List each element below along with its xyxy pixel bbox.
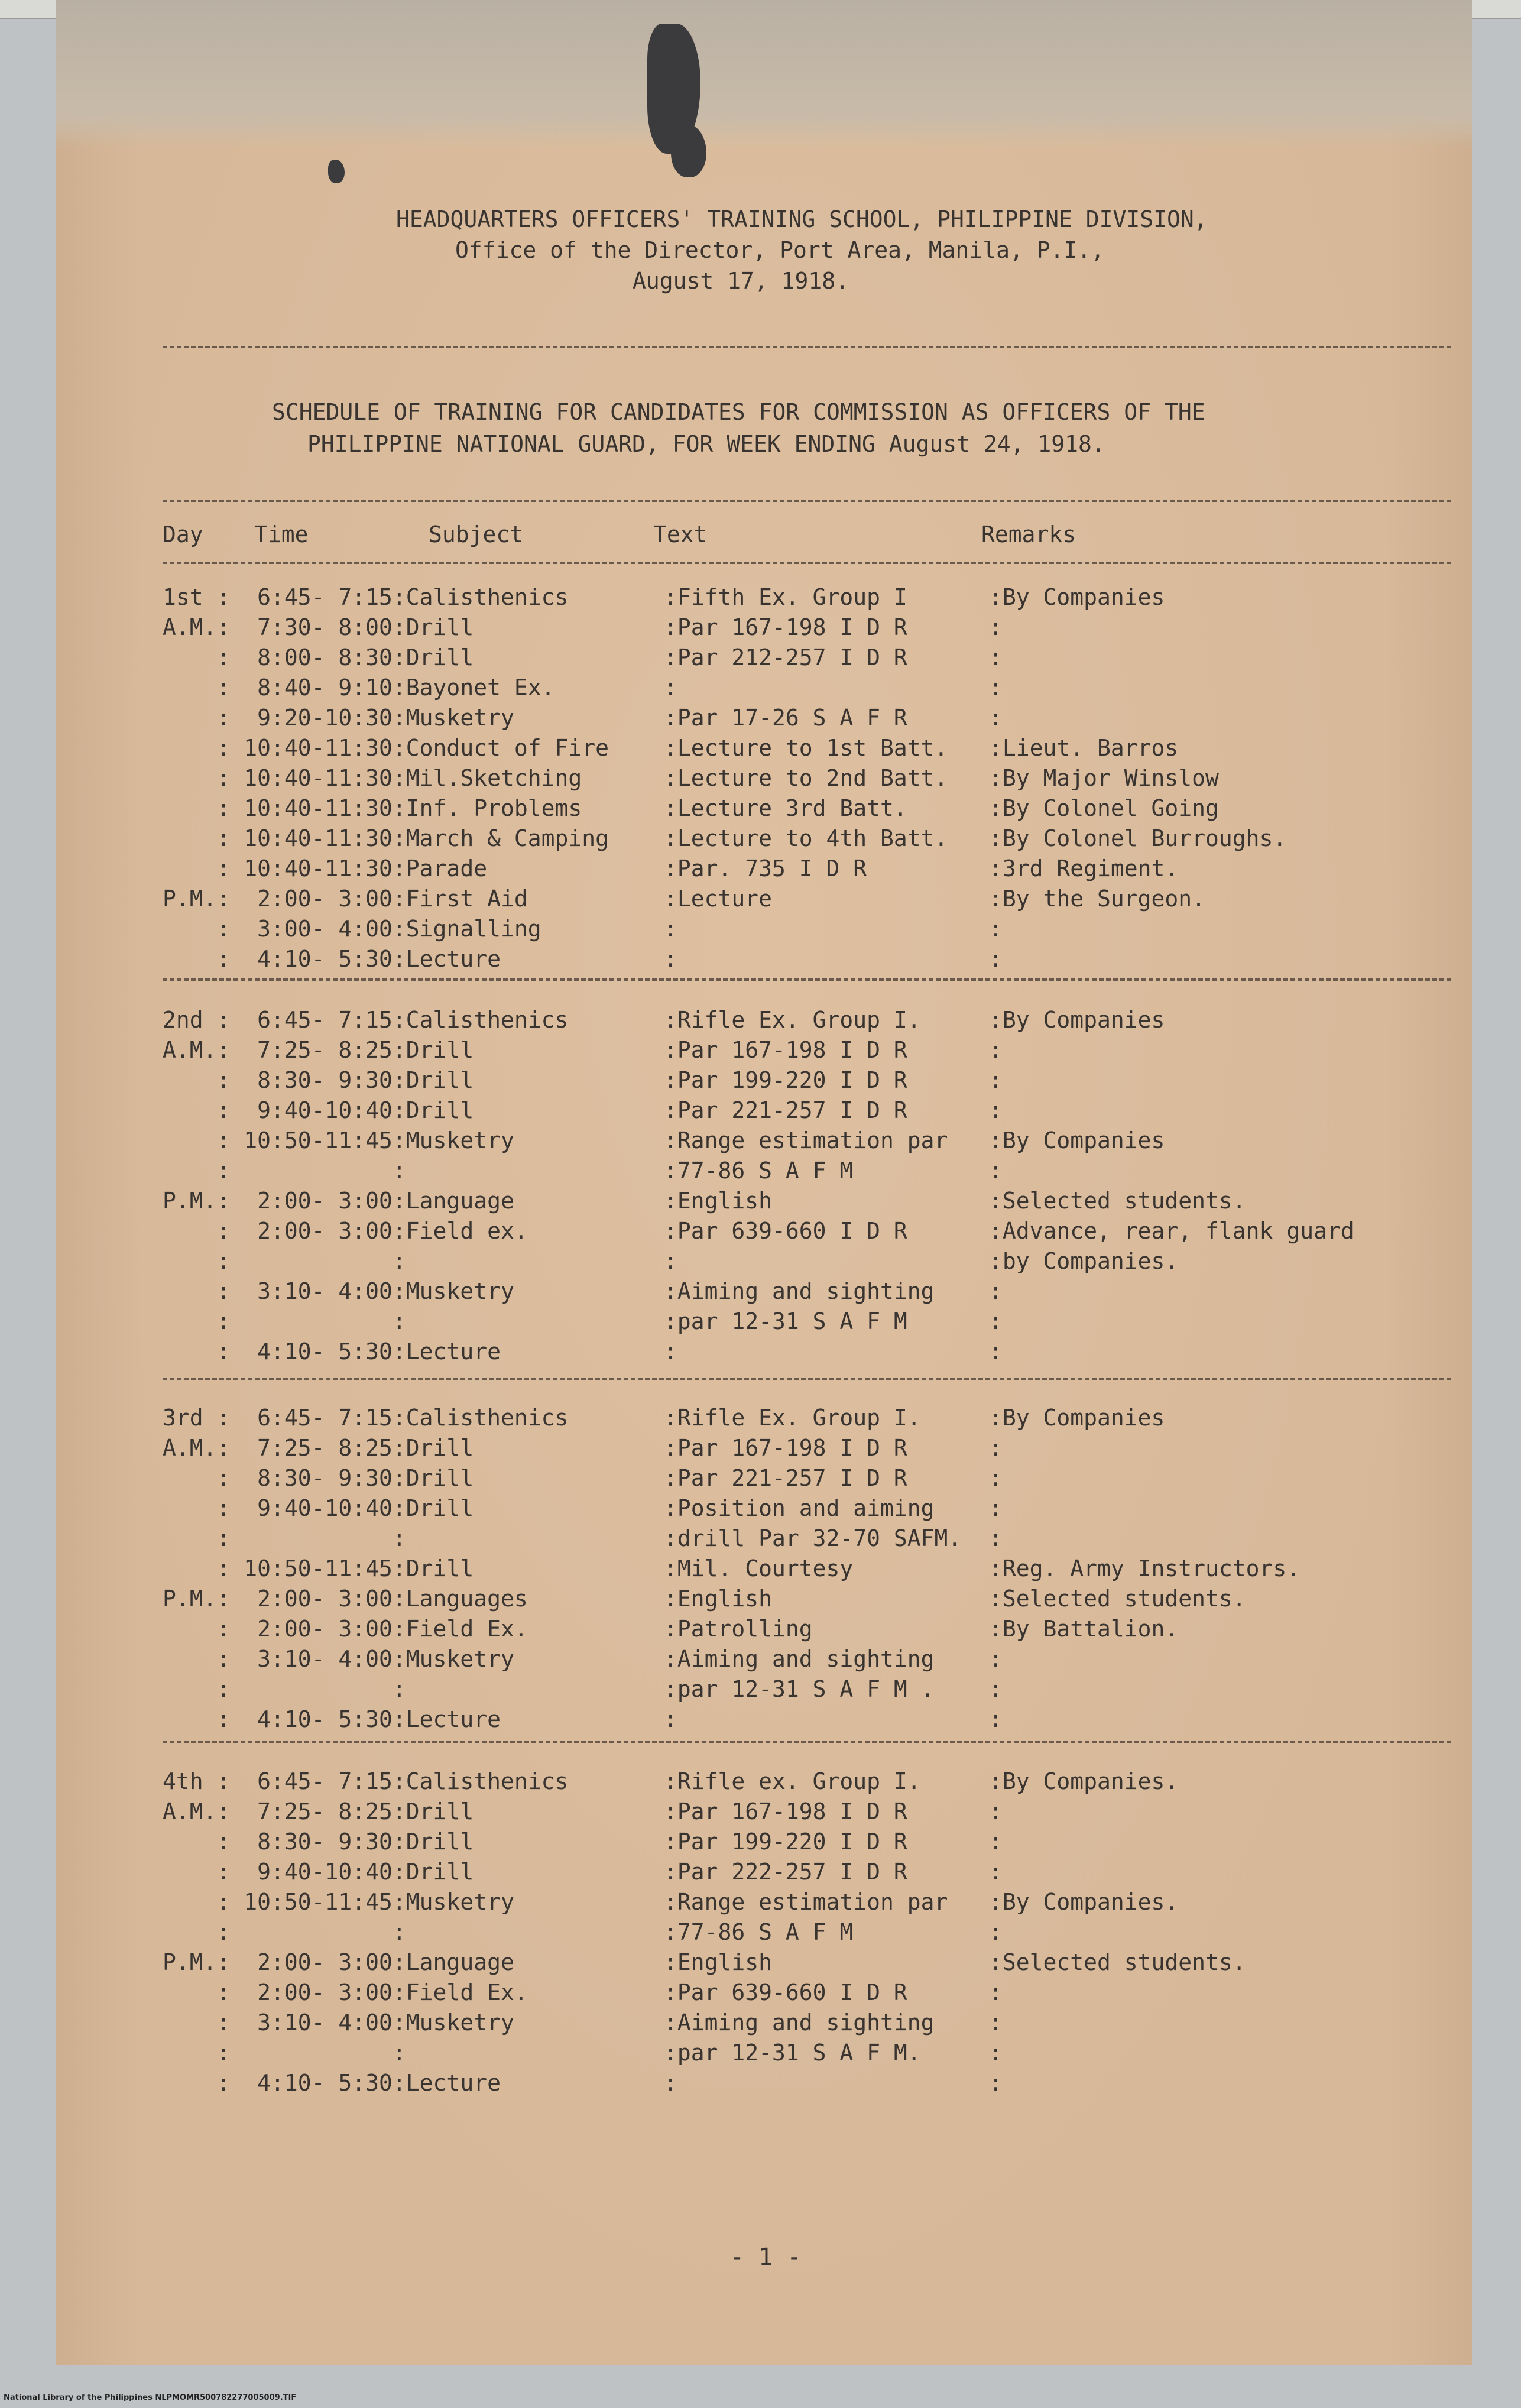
document-header xyxy=(334,204,1398,296)
schedule-row-text: :Lecture xyxy=(664,886,773,912)
column-header-text: Text xyxy=(653,521,708,547)
document-title xyxy=(272,396,1395,460)
schedule-row-remarks: :By Companies xyxy=(989,584,1165,610)
schedule-row-remarks: : xyxy=(989,2010,1003,2036)
schedule-row-day-time-subject: : 4:10- 5:30:Lecture xyxy=(163,1339,609,1365)
schedule-row-remarks: : xyxy=(989,1676,1003,1702)
schedule-row-text: :drill Par 32-70 SAFM. xyxy=(664,1525,962,1551)
schedule-row-remarks: :By Companies xyxy=(989,1127,1165,1153)
column-header-subject: Subject xyxy=(429,521,524,547)
schedule-row-remarks: : xyxy=(989,1859,1003,1885)
schedule-row-text: :Par 221-257 I D R xyxy=(664,1465,907,1491)
day-divider xyxy=(163,978,1451,981)
schedule-row-day-time-subject: : : xyxy=(163,1525,609,1551)
schedule-row-text: :Par 212-257 I D R xyxy=(664,644,907,670)
schedule-row-text: : xyxy=(664,675,677,701)
schedule-row-day-time-subject: P.M.: 2:00- 3:00:First Aid xyxy=(163,886,609,912)
schedule-row-day-time-subject: : 10:50-11:45:Musketry xyxy=(163,1889,609,1915)
schedule-row-day-time-subject: P.M.: 2:00- 3:00:Language xyxy=(163,1949,609,1975)
schedule-row-text: :77-86 S A F M xyxy=(664,1158,854,1184)
schedule-row-text: :par 12-31 S A F M . xyxy=(664,1676,935,1702)
schedule-row-remarks: :Reg. Army Instructors. xyxy=(989,1555,1301,1581)
schedule-row-text: :Lecture to 2nd Batt. xyxy=(664,765,948,791)
archive-footer: National Library of the Philippines NLPMOMR500782277005009.TIF xyxy=(4,2393,297,2402)
schedule-row-remarks: : xyxy=(989,1435,1003,1461)
title-line-2: PHILIPPINE NATIONAL GUARD, FOR WEEK ENDING August 24, 1918. xyxy=(307,431,1105,457)
schedule-row-day-time-subject: : 10:40-11:30:Conduct of Fire xyxy=(163,735,609,761)
schedule-row-text: :Par 167-198 I D R xyxy=(664,614,907,640)
schedule-row-day-time-subject: : : xyxy=(163,1308,609,1334)
schedule-row-text: :Rifle Ex. Group I. xyxy=(664,1007,921,1033)
schedule-row-text: :Par 639-660 I D R xyxy=(664,1979,907,2005)
schedule-row-text: :Range estimation par xyxy=(664,1889,948,1915)
schedule-row-remarks: : xyxy=(989,1798,1003,1824)
schedule-row-day-time-subject: : 3:10- 4:00:Musketry xyxy=(163,2010,609,2036)
schedule-row-day-time-subject: : 9:20-10:30:Musketry xyxy=(163,705,609,731)
schedule-row-day-time-subject: : : xyxy=(163,1248,609,1274)
schedule-row-remarks: : xyxy=(989,614,1003,640)
schedule-row-day-time-subject: 4th : 6:45- 7:15:Calisthenics xyxy=(163,1768,609,1794)
schedule-row-day-time-subject: 2nd : 6:45- 7:15:Calisthenics xyxy=(163,1007,609,1033)
schedule-row-text: :Aiming and sighting xyxy=(664,1278,935,1304)
schedule-row-remarks: :By Companies. xyxy=(989,1889,1179,1915)
schedule-row-remarks: : xyxy=(989,1067,1003,1093)
schedule-row-day-time-subject: 1st : 6:45- 7:15:Calisthenics xyxy=(163,584,609,610)
column-header-day: Day xyxy=(163,521,203,547)
schedule-row-remarks: : xyxy=(989,644,1003,670)
schedule-row-text: :Range estimation par xyxy=(664,1127,948,1153)
schedule-row-remarks: :By the Surgeon. xyxy=(989,886,1206,912)
divider xyxy=(163,346,1451,348)
schedule-row-remarks: : xyxy=(989,1979,1003,2005)
schedule-row-day-time-subject: : : xyxy=(163,1676,609,1702)
schedule-row-remarks: :By Battalion. xyxy=(989,1616,1179,1642)
schedule-row-remarks: : xyxy=(989,675,1003,701)
schedule-row-remarks: : xyxy=(989,2040,1003,2066)
schedule-row-text: :Par 167-198 I D R xyxy=(664,1798,907,1824)
schedule-row-text: :Par 17-26 S A F R xyxy=(664,705,907,731)
schedule-row-day-time-subject: : 10:50-11:45:Musketry xyxy=(163,1127,609,1153)
schedule-row-day-time-subject: : 8:00- 8:30:Drill xyxy=(163,644,609,670)
schedule-row-day-time-subject: : 3:00- 4:00:Signalling xyxy=(163,916,609,942)
schedule-row-text: :Rifle Ex. Group I. xyxy=(664,1405,921,1431)
schedule-row-day-time-subject: : 2:00- 3:00:Field Ex. xyxy=(163,1616,609,1642)
schedule-row-day-time-subject: : 3:10- 4:00:Musketry xyxy=(163,1646,609,1672)
schedule-row-text: :English xyxy=(664,1586,773,1612)
schedule-row-remarks: : xyxy=(989,1525,1003,1551)
schedule-row-day-time-subject: : : xyxy=(163,1919,609,1945)
schedule-row-text: :par 12-31 S A F M. xyxy=(664,2040,921,2066)
schedule-row-text: : xyxy=(664,1248,677,1274)
schedule-row-text: :77-86 S A F M xyxy=(664,1919,854,1945)
schedule-row-text: :Position and aiming xyxy=(664,1495,935,1521)
schedule-row-remarks: : xyxy=(989,1037,1003,1063)
schedule-row-remarks: : xyxy=(989,1278,1003,1304)
schedule-row-text: : xyxy=(664,2070,677,2096)
schedule-row-remarks: :By Companies xyxy=(989,1007,1165,1033)
schedule-row-day-time-subject: : 4:10- 5:30:Lecture xyxy=(163,2070,609,2096)
schedule-row-text: :Par 167-198 I D R xyxy=(664,1435,907,1461)
schedule-row-remarks: : xyxy=(989,1158,1003,1184)
schedule-row-text: :Par 167-198 I D R xyxy=(664,1037,907,1063)
divider xyxy=(163,500,1451,502)
schedule-row-day-time-subject: : 9:40-10:40:Drill xyxy=(163,1859,609,1885)
schedule-row-day-time-subject: : 8:40- 9:10:Bayonet Ex. xyxy=(163,675,609,701)
schedule-row-day-time-subject: P.M.: 2:00- 3:00:Language xyxy=(163,1188,609,1214)
schedule-row-remarks: : xyxy=(989,1829,1003,1855)
day-divider xyxy=(163,1741,1451,1743)
day-divider xyxy=(163,1378,1451,1380)
schedule-row-remarks: :Lieut. Barros xyxy=(989,735,1179,761)
schedule-row-remarks: :By Companies xyxy=(989,1405,1165,1431)
schedule-row-text: :Lecture to 1st Batt. xyxy=(664,735,948,761)
schedule-row-remarks: : xyxy=(989,1706,1003,1732)
schedule-row-day-time-subject: : 4:10- 5:30:Lecture xyxy=(163,946,609,972)
schedule-row-remarks: : xyxy=(989,1339,1003,1365)
schedule-row-text: :Fifth Ex. Group I xyxy=(664,584,907,610)
schedule-row-remarks: : xyxy=(989,1308,1003,1334)
schedule-row-text: :Lecture to 4th Batt. xyxy=(664,825,948,851)
schedule-row-day-time-subject: 3rd : 6:45- 7:15:Calisthenics xyxy=(163,1405,609,1431)
schedule-row-remarks: : xyxy=(989,916,1003,942)
page-top-discoloration xyxy=(56,0,1472,148)
schedule-row-text: :Par 222-257 I D R xyxy=(664,1859,907,1885)
column-header-remarks: Remarks xyxy=(981,521,1076,547)
schedule-row-remarks: :By Colonel Going xyxy=(989,795,1219,821)
schedule-row-remarks: : xyxy=(989,946,1003,972)
ink-stain xyxy=(328,160,345,183)
column-header-time: Time xyxy=(254,521,309,547)
schedule-row-text: :Par 199-220 I D R xyxy=(664,1067,907,1093)
schedule-row-day-time-subject: A.M.: 7:30- 8:00:Drill xyxy=(163,614,609,640)
schedule-row-text: :Rifle ex. Group I. xyxy=(664,1768,921,1794)
page-number: - 1 - xyxy=(730,2244,802,2271)
schedule-row-remarks: :Advance, rear, flank guard xyxy=(989,1218,1354,1244)
schedule-row-remarks: : xyxy=(989,1097,1003,1123)
title-line-1: SCHEDULE OF TRAINING FOR CANDIDATES FOR COMMISSION AS OFFICERS OF THE xyxy=(272,399,1205,425)
schedule-row-text: :Par 199-220 I D R xyxy=(664,1829,907,1855)
schedule-row-text: :Lecture 3rd Batt. xyxy=(664,795,907,821)
schedule-row-remarks: : xyxy=(989,2070,1003,2096)
schedule-row-remarks: : xyxy=(989,1495,1003,1521)
schedule-row-remarks: :Selected students. xyxy=(989,1586,1246,1612)
schedule-row-day-time-subject: A.M.: 7:25- 8:25:Drill xyxy=(163,1798,609,1824)
schedule-row-day-time-subject: A.M.: 7:25- 8:25:Drill xyxy=(163,1037,609,1063)
document-page xyxy=(56,0,1472,2365)
schedule-row-day-time-subject: : 4:10- 5:30:Lecture xyxy=(163,1706,609,1732)
schedule-row-remarks: :By Colonel Burroughs. xyxy=(989,825,1287,851)
schedule-row-day-time-subject: : 2:00- 3:00:Field ex. xyxy=(163,1218,609,1244)
schedule-row-text: :Par 639-660 I D R xyxy=(664,1218,907,1244)
schedule-row-remarks: : xyxy=(989,1919,1003,1945)
schedule-row-day-time-subject: : 8:30- 9:30:Drill xyxy=(163,1067,609,1093)
header-line-3: August 17, 1918. xyxy=(633,268,849,294)
schedule-row-day-time-subject: : 3:10- 4:00:Musketry xyxy=(163,1278,609,1304)
schedule-row-remarks: :3rd Regiment. xyxy=(989,855,1179,881)
schedule-row-text: :Mil. Courtesy xyxy=(664,1555,854,1581)
schedule-row-text: :Par. 735 I D R xyxy=(664,855,867,881)
schedule-row-text: :Patrolling xyxy=(664,1616,813,1642)
schedule-row-day-time-subject: : 8:30- 9:30:Drill xyxy=(163,1829,609,1855)
header-line-2: Office of the Director, Port Area, Manila, P.I., xyxy=(455,237,1105,263)
schedule-row-remarks: : xyxy=(989,1465,1003,1491)
schedule-row-day-time-subject: : 10:40-11:30:March & Camping xyxy=(163,825,609,851)
schedule-row-day-time-subject: : : xyxy=(163,1158,609,1184)
schedule-row-remarks: : xyxy=(989,705,1003,731)
schedule-row-text: : xyxy=(664,1339,677,1365)
schedule-row-text: : xyxy=(664,916,677,942)
divider xyxy=(163,562,1451,564)
schedule-row-day-time-subject: A.M.: 7:25- 8:25:Drill xyxy=(163,1435,609,1461)
schedule-row-text: :Aiming and sighting xyxy=(664,1646,935,1672)
schedule-row-remarks: : xyxy=(989,1646,1003,1672)
schedule-row-day-time-subject: : : xyxy=(163,2040,609,2066)
schedule-row-day-time-subject: P.M.: 2:00- 3:00:Languages xyxy=(163,1586,609,1612)
schedule-row-day-time-subject: : 9:40-10:40:Drill xyxy=(163,1495,609,1521)
schedule-row-remarks: :by Companies. xyxy=(989,1248,1179,1274)
schedule-row-text: : xyxy=(664,946,677,972)
schedule-row-day-time-subject: : 10:40-11:30:Parade xyxy=(163,855,609,881)
schedule-row-day-time-subject: : 8:30- 9:30:Drill xyxy=(163,1465,609,1491)
header-line-1: HEADQUARTERS OFFICERS' TRAINING SCHOOL, PHILIPPINE DIVISION, xyxy=(396,206,1208,232)
schedule-row-text: :Par 221-257 I D R xyxy=(664,1097,907,1123)
schedule-row-remarks: :By Major Winslow xyxy=(989,765,1219,791)
schedule-row-remarks: :Selected students. xyxy=(989,1949,1246,1975)
schedule-row-day-time-subject: : 10:50-11:45:Drill xyxy=(163,1555,609,1581)
schedule-row-remarks: :Selected students. xyxy=(989,1188,1246,1214)
schedule-row-text: :English xyxy=(664,1188,773,1214)
schedule-row-day-time-subject: : 2:00- 3:00:Field Ex. xyxy=(163,1979,609,2005)
schedule-row-text: :Aiming and sighting xyxy=(664,2010,935,2036)
schedule-row-day-time-subject: : 10:40-11:30:Mil.Sketching xyxy=(163,765,609,791)
schedule-row-text: : xyxy=(664,1706,677,1732)
schedule-row-remarks: :By Companies. xyxy=(989,1768,1179,1794)
schedule-row-text: :par 12-31 S A F M xyxy=(664,1308,907,1334)
schedule-row-day-time-subject: : 9:40-10:40:Drill xyxy=(163,1097,609,1123)
schedule-row-text: :English xyxy=(664,1949,773,1975)
schedule-row-day-time-subject: : 10:40-11:30:Inf. Problems xyxy=(163,795,609,821)
